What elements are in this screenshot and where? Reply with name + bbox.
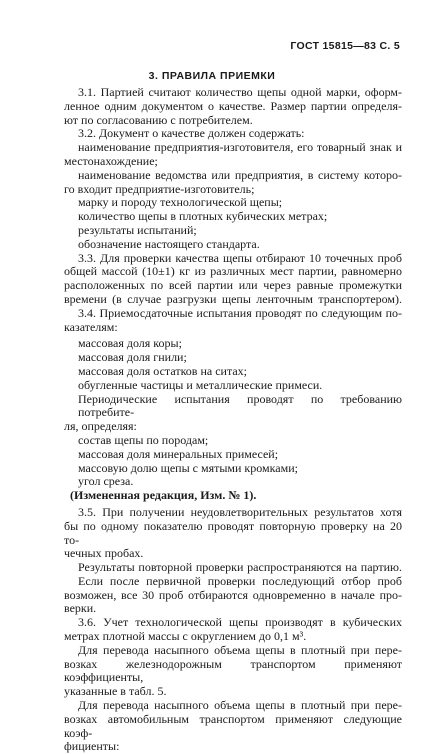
- text-line: массовая доля минеральных примесей;: [78, 447, 279, 461]
- text-line: 3.4. Приемосдаточные испытания проводят по следующим по-: [78, 306, 402, 320]
- text-line: 3.5. При получении неудовлетворительных результатов хотя: [78, 505, 402, 519]
- text-line: состав щепы по породам;: [78, 433, 209, 447]
- text-line: марку и породу технологической щепы;: [78, 196, 283, 210]
- text-line: верки.: [64, 602, 97, 616]
- text-line: 3.2. Документ о качестве должен содержать:: [78, 127, 305, 141]
- text-line: Результаты повторной проверки распространяются на партию.: [78, 561, 402, 575]
- text-line: возках железнодорожным транспортом применяют коэффициенты,: [64, 657, 402, 685]
- text-line: возможен, все 30 проб отбираются одновременно в начале про-: [64, 588, 402, 602]
- text-line: Если после первичной проверки последующий отбор проб: [78, 574, 402, 588]
- text-line: Периодические испытания проводят по требованию потребите-: [78, 392, 402, 420]
- text-line: результаты испытаний;: [78, 223, 197, 237]
- amendment-note: (Измененная редакция, Изм. № 1).: [70, 489, 257, 503]
- text-line: количество щепы в плотных кубических метрах;: [78, 210, 328, 224]
- text-line: указанные в табл. 5.: [64, 685, 167, 699]
- text-line: фициенты:: [64, 740, 120, 754]
- text-line: ют по согласованию с потребителем.: [64, 113, 253, 127]
- text-line: возках автомобильным транспортом применяют следующие коэф-: [64, 712, 402, 740]
- text-line: обозначение настоящего стандарта.: [78, 237, 260, 251]
- text-line: общей массой (10±1) кг из различных мест партии, равномерно: [64, 265, 402, 279]
- text-line: 3.3. Для проверки качества щепы отбирают 10 точечных проб: [78, 251, 402, 265]
- document-body: [64, 86, 402, 754]
- text-line: Для перевода насыпного объема щепы в плотный при пере-: [78, 643, 402, 657]
- text-line: наименование предприятия-изготовителя, его товарный знак и: [78, 141, 402, 155]
- text-line: угол среза.: [78, 475, 134, 489]
- text-line: обугленные частицы и металлические примеси.: [78, 378, 323, 392]
- text-line: массовая доля гнили;: [78, 351, 187, 365]
- text-line: метрах плотной массы с округлением до 0,1 м³.: [64, 630, 307, 644]
- text-line: казателям:: [64, 320, 118, 334]
- text-line: массовую долю щепы с мятыми кромками;: [78, 461, 298, 475]
- section-title: 3. ПРАВИЛА ПРИЕМКИ: [148, 70, 276, 82]
- text-line: чечных пробах.: [64, 547, 144, 561]
- text-line: времени (в случае разгрузки щепы ленточным транспортером).: [64, 292, 402, 306]
- text-line: Для перевода насыпного объема щепы в плотный при пере-: [78, 699, 402, 713]
- text-line: местонахождение;: [64, 154, 158, 168]
- text-line: массовая доля коры;: [78, 337, 182, 351]
- text-line: ля, определяя:: [64, 420, 137, 434]
- text-line: массовая доля остатков на ситах;: [78, 364, 248, 378]
- text-line: наименование ведомства или предприятия, в систему которо-: [78, 168, 402, 182]
- text-line: ленное одним документом о качестве. Размер партии определя-: [64, 99, 402, 113]
- text-line: бы по одному показателю проводят повторную проверку на 20 то-: [64, 519, 402, 547]
- text-line: го входит предприятие-изготовитель;: [64, 182, 255, 196]
- text-line: 3.1. Партией считают количество щепы одной марки, оформ-: [78, 86, 402, 99]
- text-line: расположенных по всей партии или через равные промежутки: [64, 279, 402, 293]
- text-line: 3.6. Учет технологической щепы производят в кубических: [78, 616, 402, 630]
- page-header: ГОСТ 15815—83 С. 5: [290, 40, 400, 52]
